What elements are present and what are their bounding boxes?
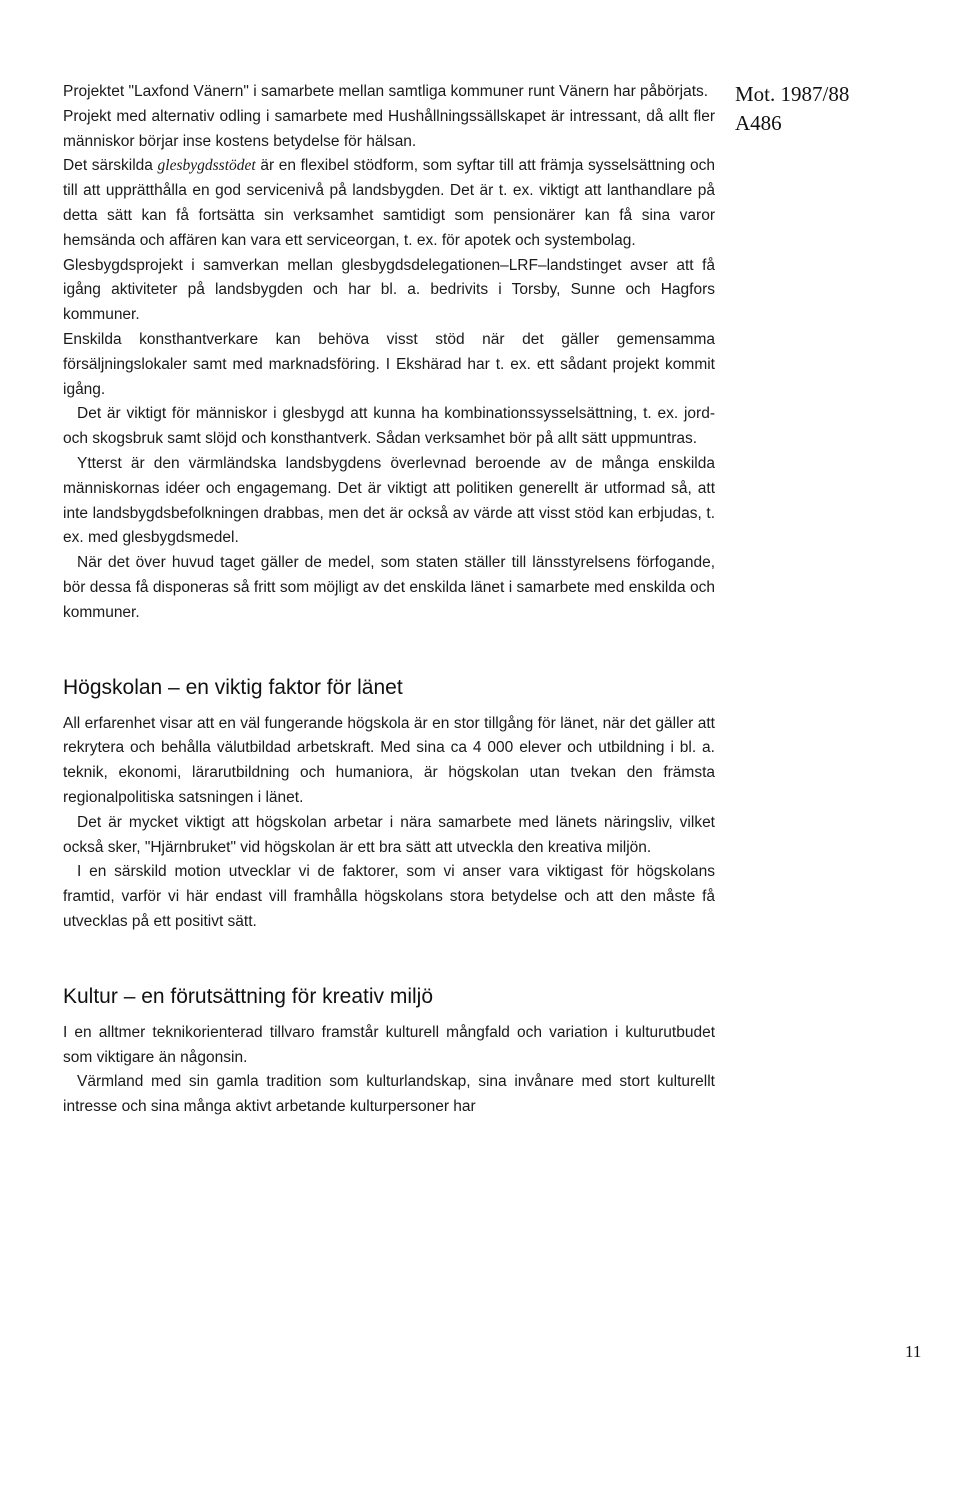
paragraph-hogskola-naringsliv: Det är mycket viktigt att högskolan arbetar i nära samarbete med länets näringsliv, vilket också sker, "Hjärnbruket" vid högskolan är ett bra sätt att utveckla den kreativa miljön. [63, 813, 715, 856]
paragraph-glesbygdsprojekt: Glesbygdsprojekt i samverkan mellan glesbygdsdelegationen–LRF–landstinget avser att få igång aktiviteter på landsbygden och har bl. a. bedrivits i Torsby, Sunne och Hagfors kommuner. [63, 256, 715, 324]
main-text-column [63, 80, 715, 1120]
paragraph-medel: När det över huvud taget gäller de medel, som staten ställer till länsstyrelsens förfogande, bör dessa få disponeras så fritt som möjligt av det enskilda länet i samarbete med enskilda och kommuner. [63, 554, 715, 621]
paragraph-kultur-mangfald: I en alltmer teknikorienterad tillvaro framstår kulturell mångfald och variation i kulturutbudet som viktigare än någonsin. [63, 1023, 715, 1066]
paragraph-overlevnad: Ytterst är den värmländska landsbygdens överlevnad beroende av de många enskilda människornas idéer och engagemang. Det är viktigt att politiken generellt är utformad så, att inte landsbygdsbefolkningen drabbas, men det är också av värde att visst stöd kan erbjudas, t. ex. med glesbygdsmedel. [63, 454, 715, 547]
text-run: är en flexibel stödform, som syftar till att främja sysselsättning och till att upprätthålla en god servicenivå på landsbygden. Det är t. ex. viktigt att lanthandlare på detta sätt kan få fortsätta sin verksamhet samtidigt som pensionärer kan få sina varor hemsända och affären kan vara ett serviceorgan, t. ex. för apotek och systembolag. [63, 157, 715, 249]
emphasis-term: glesbygdsstödet [157, 157, 256, 175]
heading-kultur: Kultur – en förutsättning för kreativ miljö [63, 984, 434, 1008]
heading-hogskolan: Högskolan – en viktig faktor för länet [63, 675, 403, 699]
motion-code: A486 [735, 111, 782, 135]
text-run: Det särskilda [63, 157, 158, 175]
paragraph-kultur-varmland: Värmland med sin gamla tradition som kulturlandskap, sina invånare med stort kulturellt intresse och sina många aktivt arbetande kulturpersoner har [63, 1073, 715, 1116]
paragraph-hogskola-motion: I en särskild motion utvecklar vi de faktorer, som vi anser vara viktigast för högskolans framtid, varför vi här endast vill framhålla högskolans stora betydelse och att den måste få utvecklas på ett positivt sätt. [63, 863, 715, 930]
motion-reference [735, 80, 935, 138]
paragraph-odling: Projekt med alternativ odling i samarbete med Hushållningssällskapet är intressant, då allt fler människor börjar inse kostens betydelse för hälsan. [63, 107, 715, 150]
paragraph-hogskola-tillgang: All erfarenhet visar att en väl fungerande högskola är en stor tillgång för länet, när det gäller att rekrytera och behålla välutbildad arbetskraft. Med sina ca 4 000 elever och utbildning i bl. a. teknik, ekonomi, lärarutbildning och humaniora, är högskolan utan tvekan den främsta regionalpolitiska satsningen i länet. [63, 714, 715, 806]
page-number: 11 [905, 1342, 922, 1361]
paragraph-glesbygdsstod [63, 154, 715, 253]
paragraph-konsthantverk: Enskilda konsthantverkare kan behöva visst stöd när det gäller gemensamma försäljningslokaler samt med marknadsföring. I Ekshärad har t. ex. ett sådant projekt kommit igång. [63, 330, 715, 398]
paragraph-kombination: Det är viktigt för människor i glesbygd att kunna ha kombinationssysselsättning, t. ex. jord- och skogsbruk samt slöjd och konsthantverk. Sådan verksamhet bör på allt sätt uppmuntras. [63, 405, 715, 448]
motion-number: Mot. 1987/88 [735, 82, 850, 106]
paragraph-laxfond: Projektet "Laxfond Vänern" i samarbete mellan samtliga kommuner runt Vänern har påbörjats. [63, 83, 709, 100]
